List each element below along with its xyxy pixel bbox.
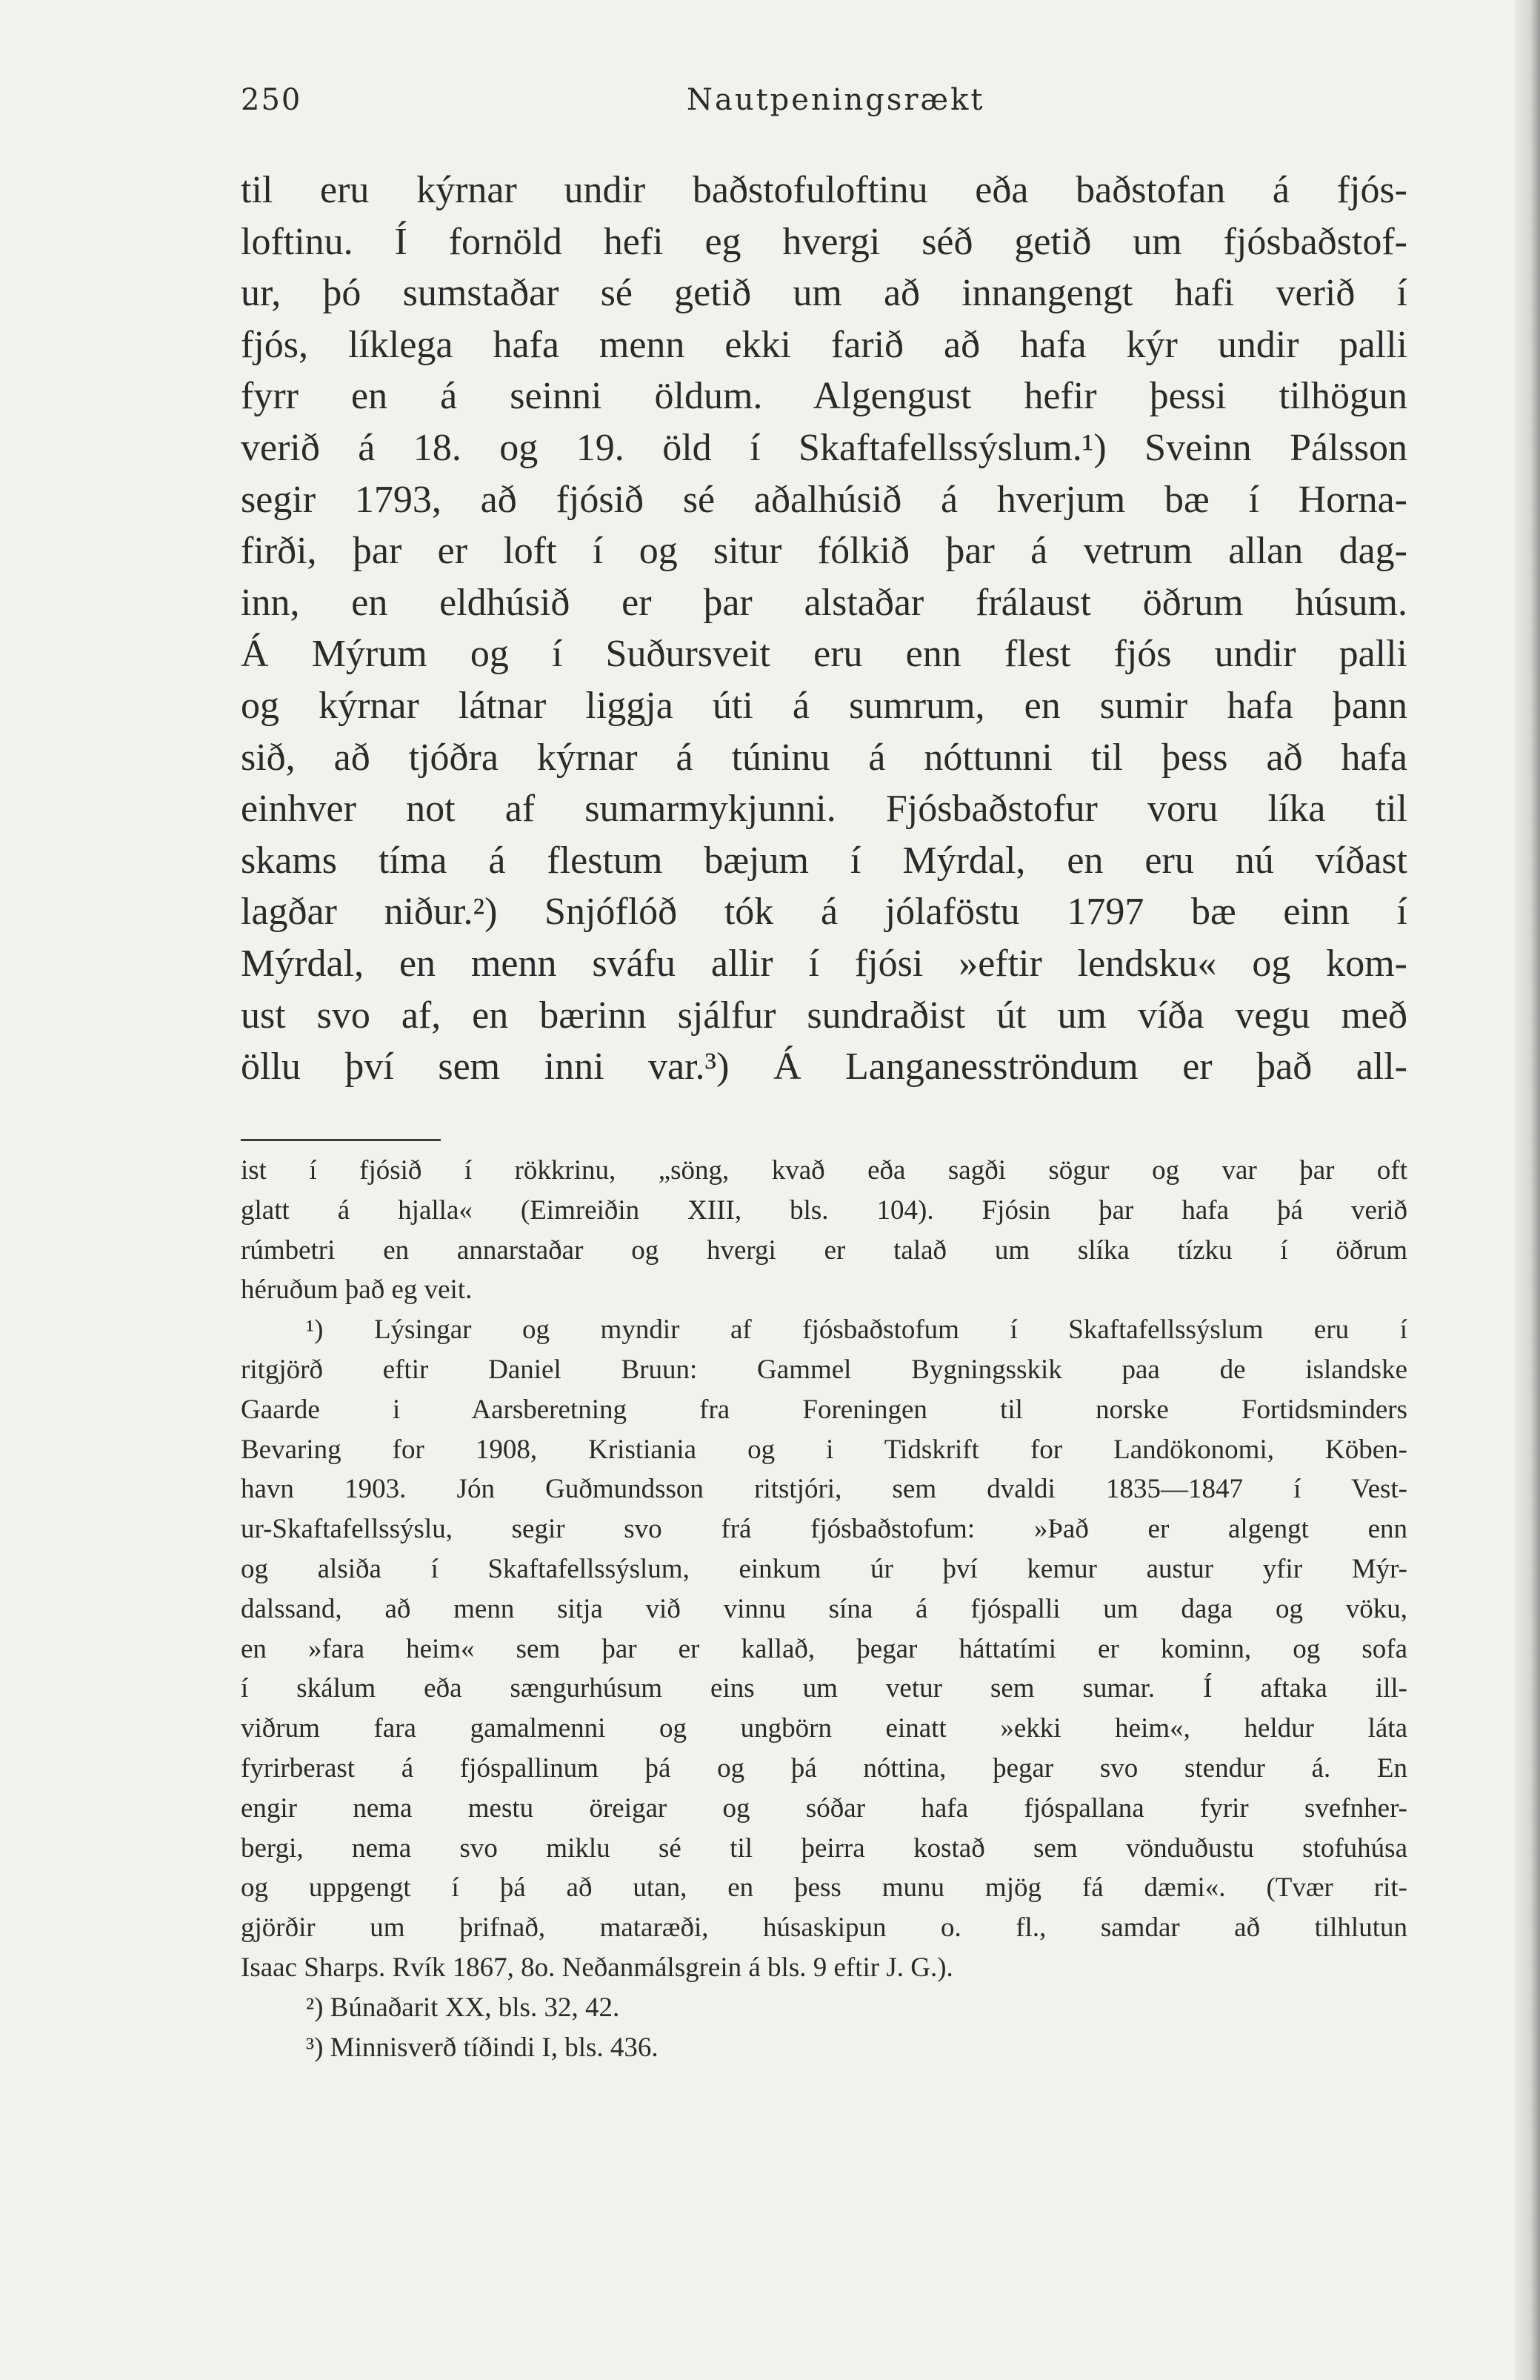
footnote-2: ²) Búnaðarit XX, bls. 32, 42.	[306, 1992, 620, 2023]
footnote-line: Gaarde i Aarsberetning fra Foreningen til norske Fortidsminders	[241, 1394, 1407, 1425]
footnote-line: Bevaring for 1908, Kristiania og i Tidskrift for Landökonomi, Köben-	[241, 1434, 1407, 1465]
text-line: fjós, líklega hafa menn ekki farið að hafa kýr undir palli	[241, 323, 1407, 366]
text-line: ur, þó sumstaðar sé getið um að innangengt hafi verið í	[241, 272, 1407, 315]
text-line: lagðar niður.²) Snjóflóð tók á jólaföstu 1797 bæ einn í	[241, 891, 1407, 934]
footnote-line: Isaac Sharps. Rvík 1867, 8o. Neðanmálsgrein á bls. 9 eftir J. G.).	[241, 1952, 953, 1983]
text-line: verið á 18. og 19. öld í Skaftafellssýslum.¹) Sveinn Pálsson	[241, 426, 1407, 469]
footnote-line: ur-Skaftafellssýslu, segir svo frá fjósbaðstofum: »Það er algengt enn	[241, 1514, 1407, 1545]
footnote-1-line: ¹) Lýsingar og myndir af fjósbaðstofum í Skaftafellssýslum eru í	[306, 1314, 1407, 1346]
text-line: fyrr en á seinni öldum. Algengust hefir þessi tilhögun	[241, 375, 1407, 418]
footnote-line: gjörðir um þrifnað, mataræði, húsaskipun o. fl., samdar að tilhlutun	[241, 1912, 1407, 1944]
footnote-line: bergi, nema svo miklu sé til þeirra kostað sem vönduðustu stofuhúsa	[241, 1832, 1407, 1864]
footnote-line: havn 1903. Jón Guðmundsson ritstjóri, sem dvaldi 1835—1847 í Vest-	[241, 1474, 1407, 1505]
text-line: Mýrdal, en menn sváfu allir í fjósi »eftir lendsku« og kom-	[241, 942, 1407, 985]
text-line: ust svo af, en bærinn sjálfur sundraðist út um víða vegu með	[241, 994, 1407, 1037]
footnote-line: og alsiða í Skaftafellssýslum, einkum úr því kemur austur yfir Mýr-	[241, 1553, 1407, 1584]
text-line: skams tíma á flestum bæjum í Mýrdal, en eru nú víðast	[241, 839, 1407, 882]
text-line: sið, að tjóðra kýrnar á túninu á nóttunni til þess að hafa	[241, 736, 1407, 779]
footnote-line: engir nema mestu öreigar og sóðar hafa fjóspallana fyrir svefnher-	[241, 1792, 1407, 1824]
footnote-line: glatt á hjalla« (Eimreiðin XIII, bls. 104). Fjósin þar hafa þá verið	[241, 1194, 1407, 1226]
text-line: og kýrnar látnar liggja úti á sumrum, en sumir hafa þann	[241, 684, 1407, 727]
text-line: loftinu. Í fornöld hefi eg hvergi séð getið um fjósbaðstof-	[241, 220, 1407, 263]
footnote-line: héruðum það eg veit.	[241, 1274, 473, 1306]
text-line: segir 1793, að fjósið sé aðalhúsið á hverjum bæ í Horna-	[241, 478, 1407, 521]
footnote-line: viðrum fara gamalmenni og ungbörn einatt »ekki heim«, heldur láta	[241, 1713, 1407, 1744]
footnote-line: rúmbetri en annarstaðar og hvergi er talað um slíka tízku í öðrum	[241, 1234, 1407, 1266]
footnote-line: ritgjörð eftir Daniel Bruun: Gammel Bygningsskik paa de islandske	[241, 1354, 1407, 1385]
text-line: firði, þar er loft í og situr fólkið þar á vetrum allan dag-	[241, 530, 1407, 573]
text-line: til eru kýrnar undir baðstofuloftinu eða baðstofan á fjós-	[241, 169, 1407, 211]
text-line: inn, en eldhúsið er þar alstaðar frálaust öðrum húsum.	[241, 581, 1407, 624]
footnote-line: fyrirberast á fjóspallinum þá og þá nóttina, þegar svo stendur á. En	[241, 1752, 1407, 1784]
footnotes	[241, 1151, 1407, 2067]
text-line: Á Mýrum og í Suðursveit eru enn flest fjós undir palli	[241, 633, 1407, 676]
main-text	[241, 164, 1407, 1093]
page-edge-shadow	[1515, 0, 1540, 2380]
footnote-line: en »fara heim« sem þar er kallað, þegar háttatími er kominn, og sofa	[241, 1633, 1407, 1664]
text-line: einhver not af sumarmykjunni. Fjósbaðstofur voru líka til	[241, 788, 1407, 831]
text-line: öllu því sem inni var.³) Á Langanesströndum er það all-	[241, 1046, 1407, 1088]
footnote-divider	[241, 1139, 441, 1141]
footnote-line: dalssand, að menn sitja við vinnu sína á fjóspalli um daga og vöku,	[241, 1593, 1407, 1624]
running-title: Nautpeningsrækt	[687, 83, 985, 117]
running-head	[241, 83, 1426, 127]
footnote-3: ³) Minnisverð tíðindi I, bls. 436.	[306, 2032, 659, 2063]
footnote-line: og uppgengt í þá að utan, en þess munu mjög fá dæmi«. (Tvær rit-	[241, 1872, 1407, 1904]
footnote-line: ist í fjósið í rökkrinu, „söng, kvað eða sagði sögur og var þar oft	[241, 1155, 1407, 1186]
footnote-line: í skálum eða sængurhúsum eins um vetur sem sumar. Í aftaka ill-	[241, 1673, 1407, 1704]
page-number: 250	[241, 83, 302, 117]
